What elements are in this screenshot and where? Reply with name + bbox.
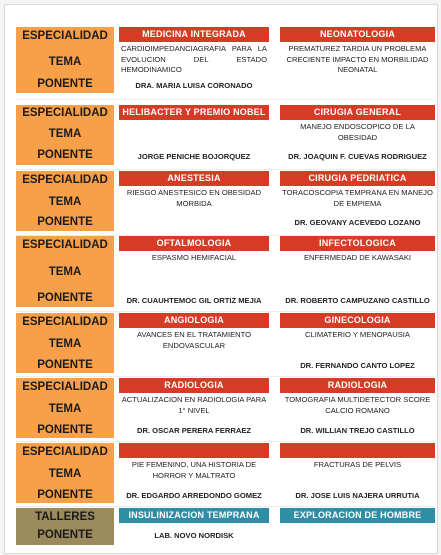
ponente-name: DR. OSCAR PERERA FERRAEZ — [136, 426, 252, 435]
session-right — [280, 27, 435, 93]
tema-text: CLIMATERIO Y MENOPAUSIA — [305, 330, 410, 339]
ponente-label: PONENTE — [37, 489, 93, 501]
especialidad-header: ANESTESIA — [119, 171, 269, 186]
session-block — [16, 171, 434, 231]
especialidad-header — [280, 443, 435, 458]
label-column — [16, 378, 114, 438]
session-left — [119, 313, 269, 373]
tema-text: TORACOSCOPIA TEMPRANA EN MANEJO DE EMPIEMA — [282, 188, 433, 208]
especialidad-header: GINECOLOGIA — [280, 313, 435, 328]
especialidad-label: ESPECIALIDAD — [22, 30, 108, 42]
session-block — [16, 443, 434, 503]
session-left — [119, 236, 269, 307]
taller-left — [119, 508, 269, 545]
tema-label: TEMA — [48, 403, 82, 415]
session-left — [119, 171, 269, 231]
ponente-label: PONENTE — [37, 78, 93, 90]
label-column — [16, 313, 114, 373]
taller-title: INSULINIZACION TEMPRANA — [119, 508, 269, 523]
tema-text: AVANCES EN EL TRATAMIENTO ENDOVASCULAR — [136, 330, 252, 350]
ponente-label: PONENTE — [37, 216, 93, 228]
session-block — [16, 378, 434, 438]
ponente-name: DR. CUAUHTEMOC GIL ORTIZ MEJIA — [126, 296, 262, 305]
taller-title: EXPLORACION DE HOMBRE — [280, 508, 435, 523]
ponente-name: DR. ROBERTO CAMPUZANO CASTILLO — [285, 296, 430, 305]
label-column — [16, 105, 114, 165]
label-column — [16, 236, 114, 307]
talleres-label-column — [16, 508, 114, 545]
session-block — [16, 313, 434, 373]
divider — [16, 441, 434, 442]
especialidad-header: CIRUGIA PEDRIATICA — [280, 171, 435, 186]
especialidad-header: CIRUGIA GENERAL — [280, 105, 435, 120]
tema-text: PREMATUREZ TARDIA UN PROBLEMA CRECIENTE IMPACTO EN MORBILIDAD NEONATAL — [286, 44, 429, 74]
tema-text: PIE FEMENINO, UNA HISTORIA DE HORROR Y MALTRATO — [131, 460, 257, 480]
taller-right — [280, 508, 435, 545]
session-right — [280, 236, 435, 307]
session-right — [280, 313, 435, 373]
session-right — [280, 171, 435, 231]
divider — [16, 99, 434, 100]
ponente-label: PONENTE — [37, 424, 93, 436]
ponente-label: PONENTE — [37, 292, 93, 304]
tema-text: RIESGO ANESTESICO EN OBESIDAD MORBIDA — [126, 188, 262, 208]
especialidad-label: ESPECIALIDAD — [22, 316, 108, 328]
tema-text: CARDIOIMPEDANCIAGRAFIA PARA LA EVOLUCION DEL ESTADO HEMODINAMICO — [121, 44, 267, 74]
ponente-name: DR. JOSE LUIS NAJERA URRUTIA — [295, 491, 420, 500]
session-left — [119, 378, 269, 438]
ponente-name: DRA. MARIA LUISA CORONADO — [135, 81, 253, 90]
divider — [16, 311, 434, 312]
label-column — [16, 443, 114, 503]
especialidad-header: NEONATOLOGIA — [280, 27, 435, 42]
session-block — [16, 27, 434, 93]
divider — [16, 506, 434, 507]
especialidad-header — [119, 443, 269, 458]
label-column — [16, 171, 114, 231]
tema-label: TEMA — [48, 128, 82, 140]
session-left — [119, 443, 269, 503]
session-block — [16, 236, 434, 307]
ponente-label: PONENTE — [37, 529, 93, 541]
divider — [16, 169, 434, 170]
session-left — [119, 27, 269, 93]
session-right — [280, 105, 435, 165]
tema-label: TEMA — [48, 266, 82, 278]
ponente-name: JORGE PENICHE BOJORQUEZ — [137, 152, 251, 161]
ponente-name: DR. WILLIAN TREJO CASTILLO — [300, 426, 415, 435]
talleres-block — [16, 508, 434, 545]
label-column — [16, 27, 114, 93]
especialidad-header: ANGIOLOGIA — [119, 313, 269, 328]
tema-text: MANEJO ENDOSCOPICO DE LA OBESIDAD — [300, 122, 415, 142]
especialidad-label: ESPECIALIDAD — [22, 446, 108, 458]
session-right — [280, 378, 435, 438]
ponente-label: PONENTE — [37, 149, 93, 161]
ponente-name: DR. EDGARDO ARREDONDO GOMEZ — [126, 491, 262, 500]
tema-text: FRACTURAS DE PELVIS — [313, 460, 402, 469]
talleres-label: TALLERES — [35, 511, 95, 523]
especialidad-header: RADIOLOGIA — [280, 378, 435, 393]
taller-ponente: LAB. NOVO NORDISK — [154, 531, 234, 540]
especialidad-header: HELIBACTER Y PREMIO NOBEL — [119, 105, 269, 120]
tema-label: TEMA — [48, 468, 82, 480]
ponente-name: DR. FERNANDO CANTO LOPEZ — [300, 361, 415, 370]
divider — [16, 376, 434, 377]
tema-label: TEMA — [48, 196, 82, 208]
session-block — [16, 105, 434, 165]
especialidad-header: MEDICINA INTEGRADA — [119, 27, 269, 42]
especialidad-label: ESPECIALIDAD — [22, 381, 108, 393]
especialidad-header: INFECTOLOGICA — [280, 236, 435, 251]
ponente-name: DR. GEOVANY ACEVEDO LOZANO — [294, 218, 421, 227]
ponente-label: PONENTE — [37, 359, 93, 371]
tema-label: TEMA — [48, 56, 82, 68]
tema-text: ACTUALIZACION EN RADIOLOGIA PARA 1° NIVEL — [121, 395, 267, 415]
especialidad-label: ESPECIALIDAD — [22, 107, 108, 119]
especialidad-label: ESPECIALIDAD — [22, 174, 108, 186]
session-right — [280, 443, 435, 503]
program-page — [4, 4, 438, 554]
tema-label: TEMA — [48, 338, 82, 350]
ponente-name: DR. JOAQUIN F. CUEVAS RODRIGUEZ — [288, 152, 427, 161]
session-left — [119, 105, 269, 165]
tema-text: ENFERMEDAD DE KAWASAKI — [303, 253, 412, 262]
especialidad-header: RADIOLOGIA — [119, 378, 269, 393]
especialidad-header: OFTALMOLOGIA — [119, 236, 269, 251]
tema-text: TOMOGRAFIA MULTIDETECTOR SCORE CALCIO ROMANO — [284, 395, 431, 415]
especialidad-label: ESPECIALIDAD — [22, 239, 108, 251]
tema-text: ESPASMO HEMIFACIAL — [151, 253, 237, 262]
